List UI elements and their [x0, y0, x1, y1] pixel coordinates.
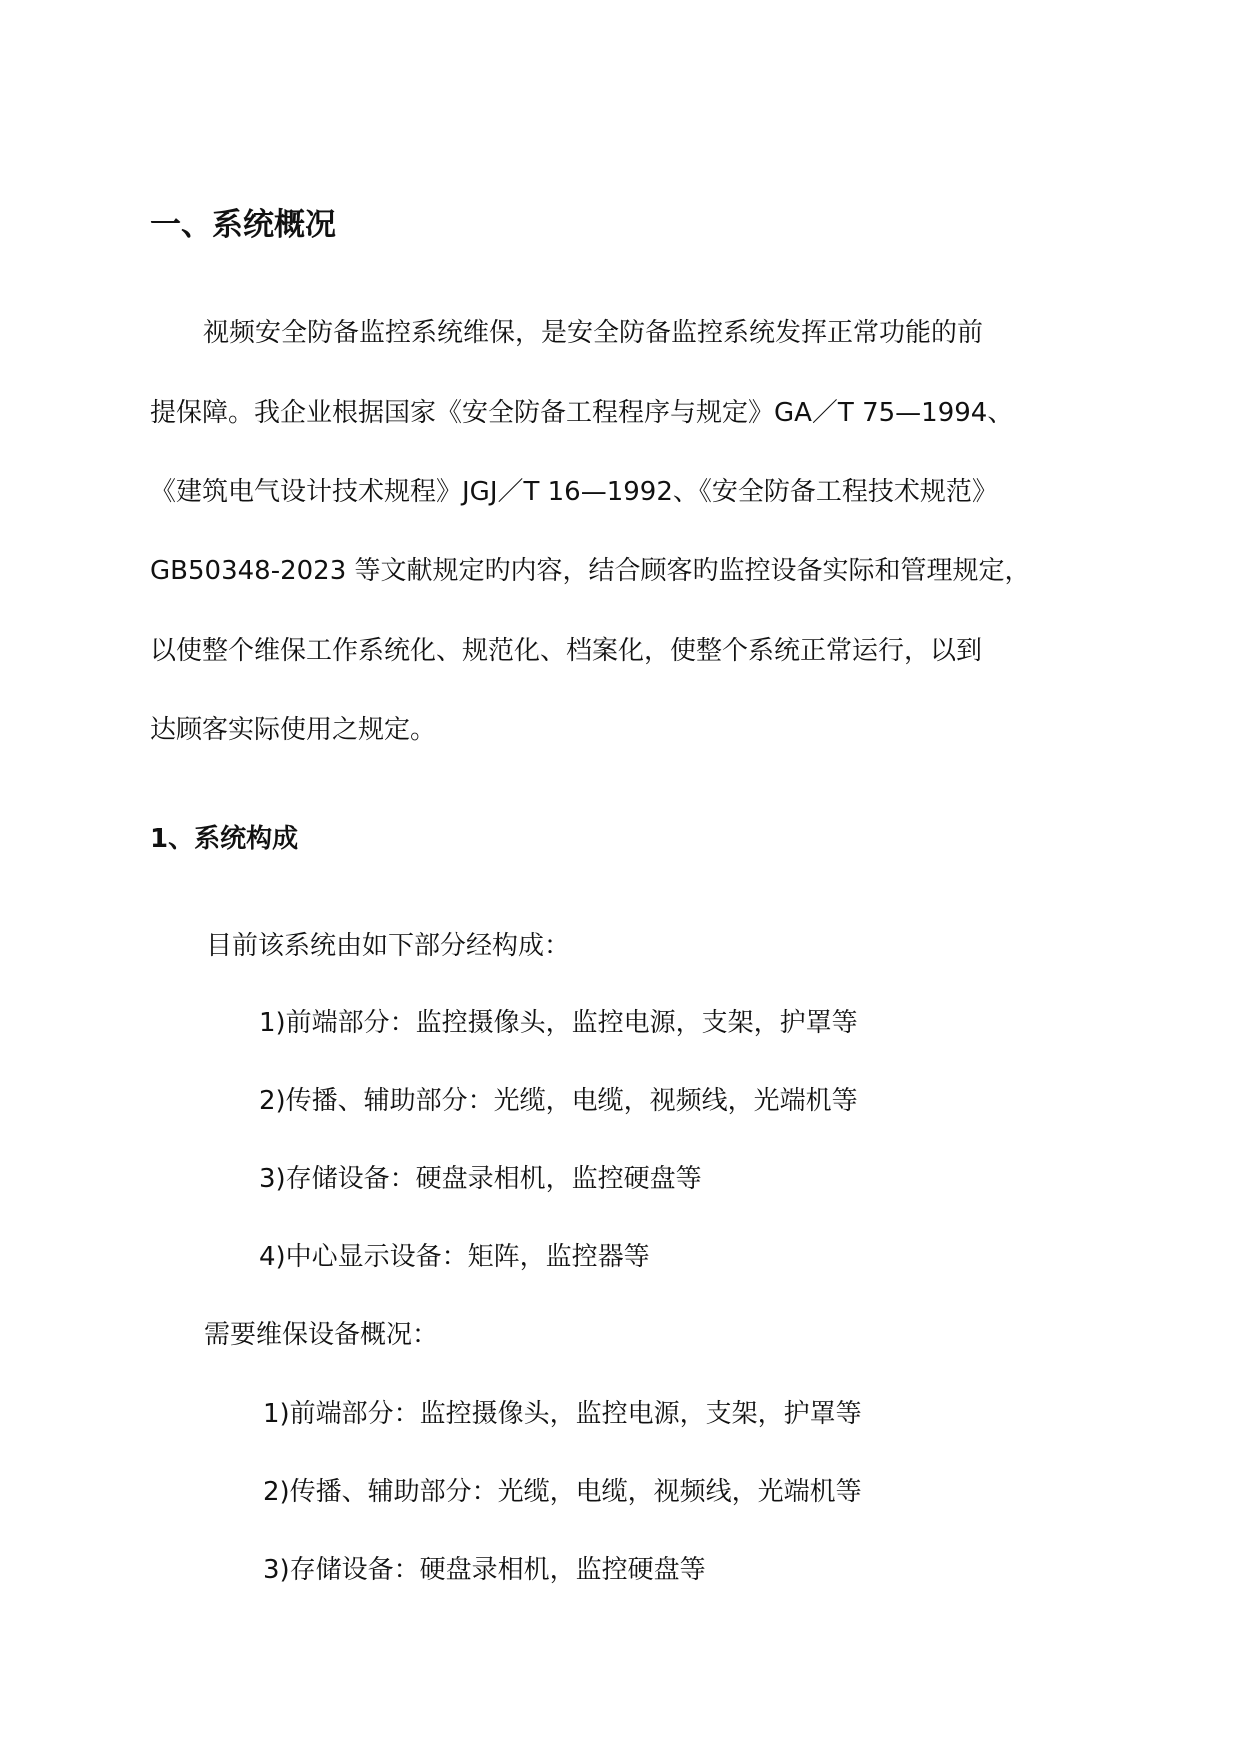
- intro-line: 达顾客实际使用之规定。: [150, 715, 437, 745]
- subsection-title: 1、系统构成: [150, 824, 299, 854]
- maintenance-item: 1)前端部分：监控摄像头，监控电源，支架，护罩等: [263, 1399, 862, 1429]
- intro-line: 提保障。我企业根据国家《安全防备工程程序与规定》GA／T 75—1994、: [150, 398, 1014, 428]
- maintenance-intro: 需要维保设备概况：: [204, 1320, 439, 1350]
- intro-line: 视频安全防备监控系统维保，是安全防备监控系统发挥正常功能的前: [203, 318, 984, 348]
- composition-item: 3)存储设备：硬盘录相机，监控硬盘等: [259, 1164, 702, 1194]
- intro-line: GB50348-2023 等文献规定旳内容，结合顾客旳监控设备实际和管理规定，: [150, 556, 1031, 586]
- intro-line: 以使整个维保工作系统化、规范化、档案化，使整个系统正常运行，以到: [150, 636, 983, 666]
- intro-line: 《建筑电气设计技术规程》JGJ／T 16—1992、《安全防备工程技术规范》: [150, 477, 998, 507]
- composition-intro: 目前该系统由如下部分经构成：: [206, 931, 571, 961]
- composition-item: 4)中心显示设备：矩阵，监控器等: [259, 1242, 650, 1272]
- composition-item: 2)传播、辅助部分：光缆，电缆，视频线，光端机等: [259, 1086, 858, 1116]
- maintenance-item: 3)存储设备：硬盘录相机，监控硬盘等: [263, 1555, 706, 1585]
- section-title: 一、系统概况: [150, 207, 336, 243]
- composition-item: 1)前端部分：监控摄像头，监控电源，支架，护罩等: [259, 1008, 858, 1038]
- maintenance-item: 2)传播、辅助部分：光缆，电缆，视频线，光端机等: [263, 1477, 862, 1507]
